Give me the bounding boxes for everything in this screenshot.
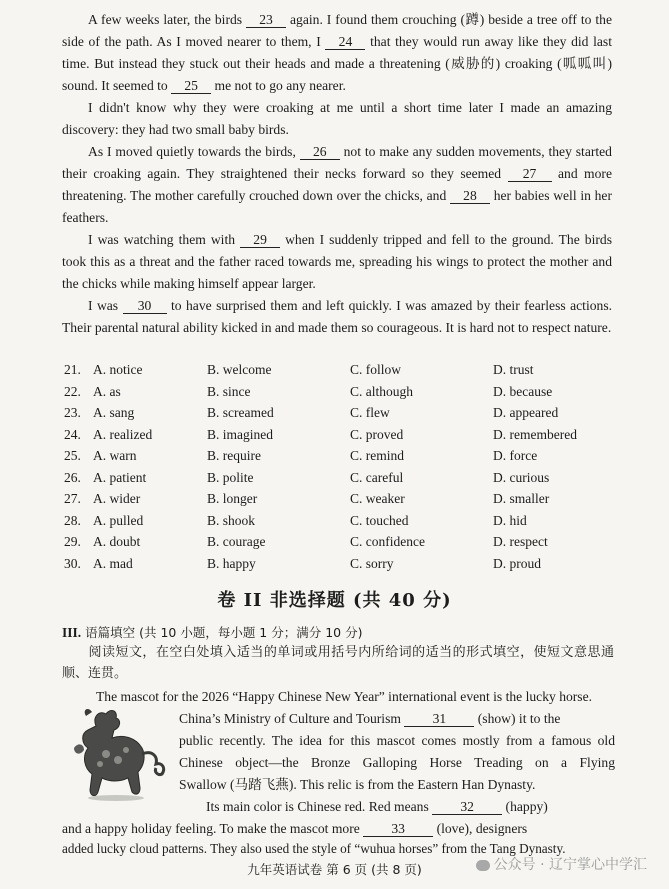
text: not to make any sudden movements, they started their croaking again. They straightened their necks forward so they seemed — [62, 144, 612, 181]
option-row — [62, 405, 622, 426]
option-c[interactable]: C. flew — [350, 405, 390, 420]
mascot-text-line-6 — [206, 796, 616, 818]
page-footer: 九年英语试卷 第 6 页 (共 8 页) — [247, 862, 422, 877]
blank-29: 29 — [240, 232, 280, 248]
option-d[interactable]: D. respect — [493, 534, 548, 549]
blank-32: 32 — [432, 799, 502, 815]
passage-paragraph-3 — [62, 141, 612, 229]
watermark-text: 公众号 · 辽宁掌心中学汇 — [493, 857, 647, 873]
option-row — [62, 534, 622, 555]
text: I was watching them with — [88, 232, 241, 247]
option-row — [62, 491, 622, 512]
option-row — [62, 427, 622, 448]
question-number: 22. — [64, 383, 81, 399]
blank-28: 28 — [450, 188, 490, 204]
option-a[interactable]: A. warn — [93, 448, 137, 463]
option-d[interactable]: D. curious — [493, 469, 550, 485]
option-c[interactable]: C. weaker — [350, 491, 405, 506]
option-b[interactable]: B. longer — [207, 491, 258, 506]
text: A few weeks later, the birds — [88, 12, 247, 27]
mascot-text-line-3 — [179, 730, 615, 752]
option-a[interactable]: A. doubt — [93, 534, 141, 549]
option-c[interactable]: C. sorry — [350, 555, 394, 571]
text: Swallow (马踏飞燕). This relic is from the Eastern Han Dynasty. — [179, 777, 536, 792]
text: (love), designers — [433, 821, 528, 836]
option-c[interactable]: C. although — [350, 383, 413, 399]
option-c[interactable]: C. careful — [350, 469, 404, 485]
option-d[interactable]: D. hid — [493, 512, 527, 528]
option-b[interactable]: B. happy — [207, 555, 256, 571]
option-row — [62, 448, 622, 469]
option-row — [62, 556, 622, 577]
option-row — [62, 362, 622, 383]
passage-paragraph-4 — [62, 229, 612, 295]
question-number: 28. — [64, 512, 81, 528]
mascot-text-line-1 — [96, 686, 616, 708]
section-3-instruction — [62, 642, 614, 684]
option-d[interactable]: D. remembered — [493, 426, 577, 442]
blank-31: 31 — [404, 711, 474, 727]
option-c[interactable]: C. touched — [350, 512, 409, 528]
passage-paragraph-5 — [62, 295, 612, 339]
text: and more threatening. The mother carefully crouched down over the chicks, and — [62, 166, 612, 203]
wechat-icon — [476, 860, 490, 871]
blank-33: 33 — [363, 821, 433, 837]
option-b[interactable]: B. require — [207, 448, 261, 463]
horse-mascot-illustration — [66, 704, 170, 804]
blank-23: 23 — [246, 12, 286, 28]
text: added lucky cloud patterns. They also used the style of “wuhua horses” from the Tang Dynasty. — [62, 841, 566, 856]
question-number: 27. — [64, 491, 81, 506]
passage-paragraph-2 — [62, 97, 612, 141]
blank-24: 24 — [325, 34, 365, 50]
option-a[interactable]: A. pulled — [93, 512, 144, 528]
option-c[interactable]: C. remind — [350, 448, 404, 463]
text: and a happy holiday feeling. To make the mascot more — [62, 821, 364, 836]
text: again. I found them crouching (蹲) beside a tree off to the side of the path. As I moved nearer to them, I — [62, 12, 612, 49]
option-d[interactable]: D. appeared — [493, 405, 559, 420]
mascot-text-line-5 — [179, 774, 615, 796]
question-number: 29. — [64, 534, 81, 549]
option-b[interactable]: B. courage — [207, 534, 266, 549]
blank-27: 27 — [508, 166, 552, 182]
option-b[interactable]: B. imagined — [207, 426, 273, 442]
instruction-text: 阅读短文，在空白处填入适当的单词或用括号内所给词的适当的形式填空，使短文意思通顺、连贯。 — [62, 645, 614, 681]
text: Chinese object—the Bronze Galloping Horse Treading on a Flying — [179, 755, 615, 770]
text: I was — [88, 298, 123, 313]
option-c[interactable]: C. follow — [350, 362, 402, 377]
text: The mascot for the 2026 “Happy Chinese New Year” international event is the lucky horse. — [96, 689, 593, 704]
option-row — [62, 513, 622, 534]
blank-25: 25 — [171, 78, 211, 94]
text: Its main color is Chinese red. Red means — [206, 799, 433, 814]
mascot-text-line-7 — [62, 818, 616, 840]
question-number: 25. — [64, 448, 81, 463]
blank-26: 26 — [300, 144, 340, 160]
text: (happy) — [502, 799, 548, 814]
option-d[interactable]: D. trust — [493, 362, 534, 377]
option-row — [62, 384, 622, 405]
option-a[interactable]: A. patient — [93, 469, 147, 485]
option-b[interactable]: B. polite — [207, 469, 254, 485]
option-d[interactable]: D. proud — [493, 555, 541, 571]
section-3-heading — [62, 623, 362, 641]
text: me not to go any nearer. — [211, 78, 346, 93]
section-3-heading-text: 语篇填空 (共 10 小题，每小题 1 分；满分 10 分) — [81, 625, 363, 640]
mascot-text-line-4 — [179, 752, 615, 774]
text: As I moved quietly towards the birds, — [88, 144, 300, 159]
option-d[interactable]: D. smaller — [493, 491, 550, 506]
option-c[interactable]: C. confidence — [350, 534, 425, 549]
text: to have surprised them and left quickly. I was amazed by their fearless actions. Their parental natural ability kicked in and made them so courageous. It is hard not to respect nature. — [62, 298, 613, 335]
option-a[interactable]: A. notice — [93, 362, 143, 377]
question-number: 24. — [64, 426, 81, 442]
option-a[interactable]: A. sang — [93, 405, 135, 420]
option-row — [62, 470, 622, 491]
option-d[interactable]: D. force — [493, 448, 538, 463]
option-b[interactable]: B. since — [207, 383, 251, 399]
passage-paragraph-1 — [62, 9, 612, 97]
option-b[interactable]: B. shook — [207, 512, 256, 528]
option-a[interactable]: A. mad — [93, 555, 133, 571]
option-a[interactable]: A. wider — [93, 491, 141, 506]
option-a[interactable]: A. realized — [93, 426, 153, 442]
text: her babies well in her feathers. — [62, 188, 612, 225]
blank-30: 30 — [123, 298, 167, 314]
option-d[interactable]: D. because — [493, 383, 553, 399]
text: China’s Ministry of Culture and Tourism — [179, 711, 405, 726]
text: public recently. The idea for this mascot comes mostly from a famous old — [179, 733, 615, 748]
option-c[interactable]: C. proved — [350, 426, 404, 442]
option-a[interactable]: A. as — [93, 383, 121, 399]
watermark — [476, 854, 647, 874]
option-b[interactable]: B. screamed — [207, 405, 274, 420]
question-number: 23. — [64, 405, 81, 420]
text: that they would run away like they did last time. But instead they stuck out their heads and made a threatening (威胁的) croaking (呱呱叫) sound. It seemed to — [62, 34, 613, 93]
mascot-text-line-2 — [179, 708, 615, 730]
section-3-label: III. — [62, 625, 82, 640]
option-b[interactable]: B. welcome — [207, 362, 272, 377]
section-2-title: 卷 II 非选择题 (共 40 分) — [217, 590, 452, 611]
text: (show) it to the — [474, 711, 561, 726]
question-number: 26. — [64, 469, 81, 485]
text: I didn't know why they were croaking at me until a short time later I made an amazing discovery: they had two small baby birds. — [62, 100, 612, 137]
question-number: 30. — [64, 555, 81, 571]
question-number: 21. — [64, 362, 81, 377]
text: when I suddenly tripped and fell to the ground. The birds took this as a threat and the father raced towards me, spreading his wings to protect the mother and the chicks while making himself appear larger. — [62, 232, 612, 291]
